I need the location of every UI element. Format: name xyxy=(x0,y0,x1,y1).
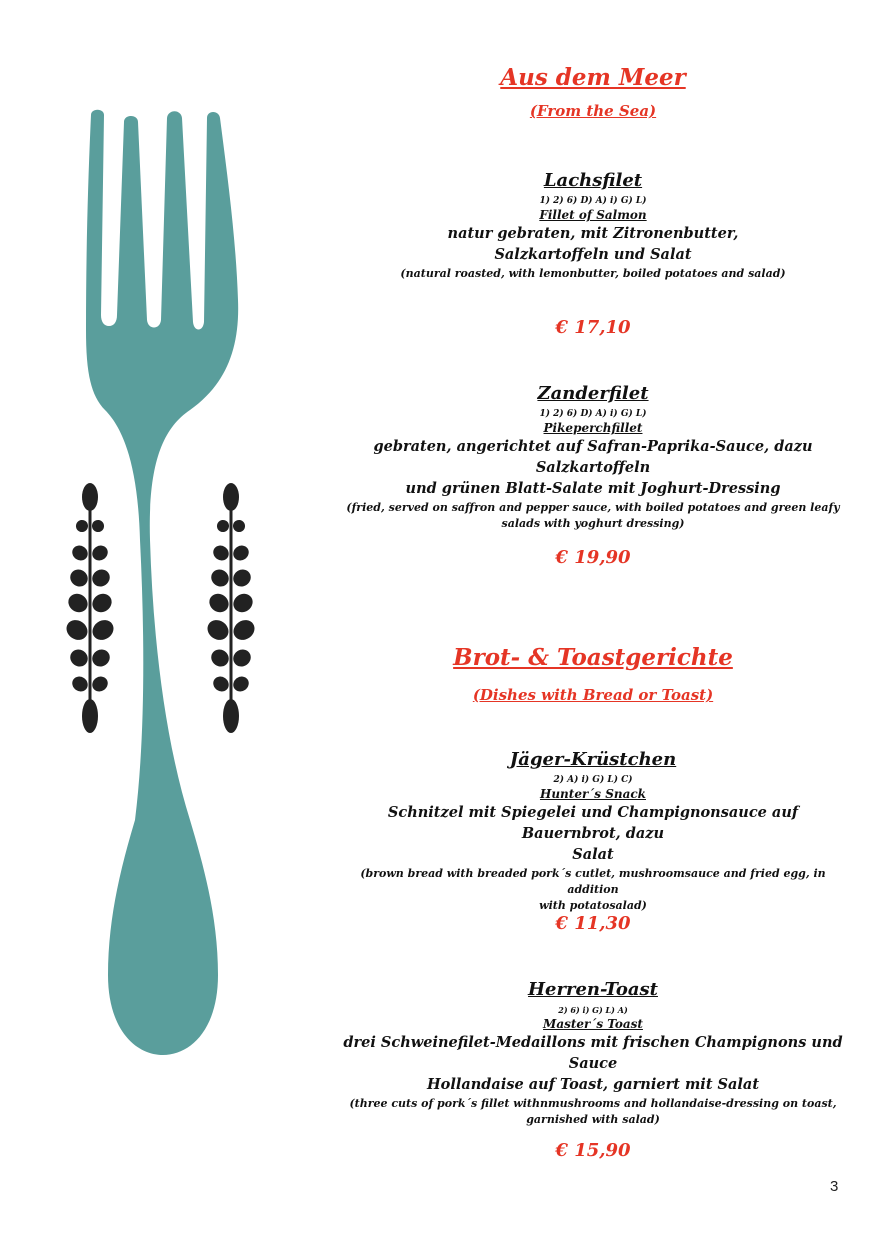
dish-description: Salzkartoffeln und Salat xyxy=(494,246,692,263)
dish-masters-toast xyxy=(336,979,850,1128)
dish-price: € 19,90 xyxy=(555,547,631,568)
dish-allergens: 1) 2) 6) D) A) i) G) L) xyxy=(539,196,647,206)
section-title: Brot- & Toastgerichte xyxy=(453,644,733,671)
section-header-bread xyxy=(336,643,850,705)
page-number: 3 xyxy=(830,1178,839,1195)
dish-translation: (natural roasted, with lemonbutter, boiled potatoes and salad) xyxy=(400,267,786,280)
dish-description: Salat xyxy=(572,846,614,863)
section-subtitle: (Dishes with Bread or Toast) xyxy=(472,686,714,704)
dish-allergens: 2) 6) i) G) L) A) xyxy=(558,1005,628,1015)
dish-name: Zanderfilet xyxy=(537,383,649,404)
leaf-sprig-right-icon xyxy=(204,483,259,733)
dish-price: € 15,90 xyxy=(555,1140,631,1161)
dish-name: Jäger-Krüstchen xyxy=(509,749,677,770)
dish-english-name: Hunter´s Snack xyxy=(539,787,646,801)
dish-english-name: Fillet of Salmon xyxy=(539,208,647,222)
dish-hunters-snack xyxy=(336,749,850,914)
dish-price: € 11,30 xyxy=(555,913,631,934)
fork-illustration xyxy=(0,0,330,1236)
dish-description: natur gebraten, mit Zitronenbutter, xyxy=(447,225,739,242)
dish-english-name: Pikeperchfillet xyxy=(543,421,643,435)
dish-description: Hollandaise auf Toast, garniert mit Salat xyxy=(426,1076,760,1093)
dish-description: und grünen Blatt-Salate mit Joghurt-Dressing xyxy=(405,480,781,497)
section-title: Aus dem Meer xyxy=(500,64,686,91)
dish-allergens: 1) 2) 6) D) A) i) G) L) xyxy=(539,409,647,419)
dish-description: drei Schweinefilet-Medaillons mit frischen Champignons und Sauce xyxy=(343,1034,843,1072)
dish-translation: (fried, served on saffron and pepper sauce, with boiled potatoes and green leafy xyxy=(346,501,840,514)
section-header-sea xyxy=(336,63,850,121)
dish-translation: (three cuts of pork´s fillet withnmushrooms and hollandaise-dressing on toast, xyxy=(349,1097,837,1110)
dish-name: Lachsfilet xyxy=(543,170,643,191)
dish-allergens: 2) A) i) G) L) C) xyxy=(553,775,633,785)
dish-translation: with potatosalad) xyxy=(539,899,647,912)
dish-price: € 17,10 xyxy=(555,317,631,338)
dish-english-name: Master´s Toast xyxy=(543,1017,643,1031)
leaf-sprig-left-icon xyxy=(63,483,118,733)
dish-description: Schnitzel mit Spiegelei und Champignonsauce auf Bauernbrot, dazu xyxy=(387,804,799,842)
dish-translation: garnished with salad) xyxy=(526,1113,660,1126)
dish-translation: (brown bread with breaded pork´s cutlet, mushroomsauce and fried egg, in addition xyxy=(360,867,826,896)
dish-description: gebraten, angerichtet auf Safran-Paprika-Sauce, dazu Salzkartoffeln xyxy=(373,438,813,476)
dish-salmon xyxy=(336,170,850,282)
dish-pikeperch xyxy=(336,383,850,532)
dish-translation: salads with yoghurt dressing) xyxy=(501,517,685,530)
menu-column xyxy=(336,0,850,1236)
section-subtitle: (From the Sea) xyxy=(529,102,657,120)
dish-name: Herren-Toast xyxy=(528,979,658,1000)
